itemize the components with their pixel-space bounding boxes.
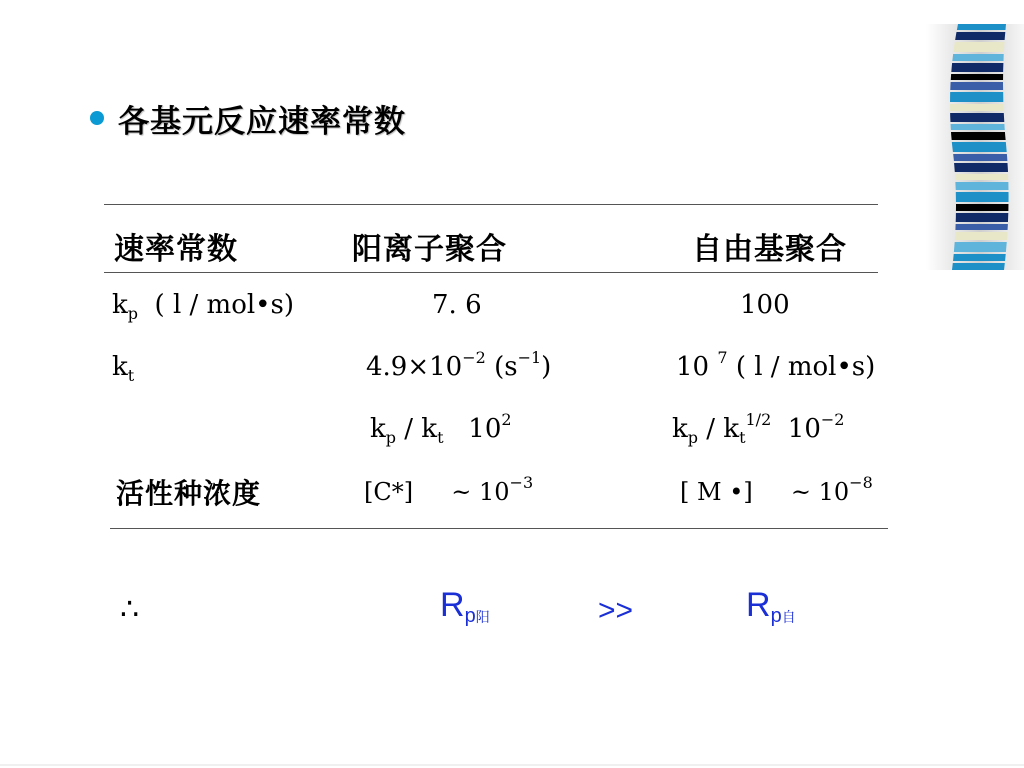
- stripe: [926, 92, 1024, 102]
- stripe: [926, 124, 1024, 130]
- stripe: [926, 24, 1024, 30]
- stripe: [926, 104, 1024, 111]
- stripe: [926, 113, 1024, 122]
- stripe: [926, 192, 1024, 202]
- slide-title: 各基元反应速率常数: [118, 104, 406, 140]
- bullet-icon: [90, 111, 104, 125]
- stripe: [926, 224, 1024, 230]
- rate-radical: $R_p$自: [746, 586, 796, 627]
- row-kt-radical: 10 $^7$ ( l / mol•s): [676, 348, 876, 382]
- table-header-rule: [104, 272, 878, 273]
- stripe: [926, 142, 1024, 152]
- stripe: [926, 204, 1024, 211]
- stripe: [926, 42, 1024, 52]
- stripe: [926, 154, 1024, 161]
- stripe: [926, 254, 1024, 261]
- row-kt-label: $k_t$: [112, 352, 135, 385]
- stripe: [926, 182, 1024, 190]
- row-species-radical: [ M •] ~ $10^{-8}$: [680, 473, 873, 506]
- row-kp-label: $k_p$ ( l / mol•s): [112, 290, 295, 323]
- stripe: [926, 242, 1024, 252]
- rate-cationic: $R_p$阳: [440, 586, 490, 627]
- row-ratio-cationic: $k_p / k_t$ $10^2$: [370, 410, 512, 447]
- stripe: [926, 63, 1024, 72]
- row-species-cationic: [C*] ~ $10^{-3}$: [364, 473, 534, 506]
- stripe: [926, 54, 1024, 61]
- therefore-symbol: ∴: [120, 592, 140, 627]
- header-cationic: 阳离子聚合: [352, 232, 507, 267]
- row-active-species-label: 活性种浓度: [116, 477, 262, 510]
- footer-divider: [0, 764, 1024, 766]
- stripe: [926, 232, 1024, 240]
- stripe: [926, 174, 1024, 180]
- stripe: [926, 82, 1024, 90]
- table-bottom-rule: [110, 528, 888, 529]
- table-top-rule: [104, 204, 878, 205]
- stripe-pattern-icon: [926, 24, 1024, 270]
- stripe: [926, 132, 1024, 140]
- much-greater-symbol: >>: [598, 594, 634, 627]
- stripe: [926, 213, 1024, 222]
- stripe: [926, 74, 1024, 80]
- header-rate-constant: 速率常数: [114, 232, 238, 267]
- row-kt-cationic: $4.9\times 10^{-2}$ $(s^{-1})$: [366, 348, 552, 382]
- row-kp-radical: 100: [740, 290, 790, 320]
- row-kp-cationic: 7. 6: [432, 290, 482, 320]
- decorative-stripe-column: [926, 24, 1024, 270]
- row-ratio-radical: $k_p / k_t^{1/2}$ $10^{-2}$: [672, 410, 845, 447]
- stripe: [926, 263, 1024, 270]
- header-radical: 自由基聚合: [692, 232, 847, 267]
- stripe: [926, 32, 1024, 40]
- stripe: [926, 163, 1024, 172]
